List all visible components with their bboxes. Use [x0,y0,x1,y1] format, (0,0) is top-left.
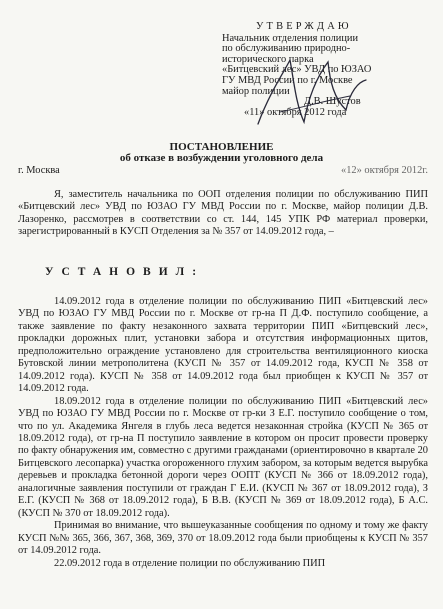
document-place: г. Москва [18,165,60,176]
approval-line: по обслуживанию природно- [222,43,351,55]
intro-paragraph: Я, заместитель начальника по ООП отделения полиции по обслуживанию ПИП «Битцевский лес» УВД по ЮЗАО ГУ МВД России по г. Москве, майор полиции Д.В. Лазоренко, рассмотрев в соответствии со ст. 144, 145 УПК РФ материал проверки, зарегистрированный в КУСП Отделения за № 357 от 14.09.2012 года, – [18,189,428,238]
findings-paragraph: 14.09.2012 года в отделение полиции по обслуживанию ПИП «Битцевский лес» УВД по ЮЗАО ГУ МВД России по г. Москве от гр-на П Д.Ф. поступило сообщение, а также заявление по факту незаконного захвата территории ПИП «Битцевский лес», прокладки дорожных плит, установки забора и отсутствия информационных щитов, предположительно ограждение установлено для строительства вентиляционного киоска Бутовской линии метрополитена (КУСП № 357 от 14.09.2012 года, КУСП № 358 от 14.09.2012 года). КУСП № 358 от 14.09.2012 года был приобщен к КУСП № 357 от 14.09.2012 года. [18,296,428,395]
place-date-line [18,165,428,177]
document-subtitle: об отказе в возбуждении уголовного дела [119,152,324,164]
document-title: ПОСТАНОВЛЕНИЕ [169,141,274,153]
approval-date: «11» октября 2012 года [244,106,347,118]
findings-paragraph: Принимая во внимание, что вышеуказанные сообщения по одному и тому же факту КУСП №№ 365, 366, 367, 368, 369, 370 от 18.09.2012 года были приобщены к КУСП № 357 от 14.09.2012 года. [18,520,428,557]
approval-line: исторического парка [222,53,314,65]
findings-paragraph: 18.09.2012 года в отделение полиции по обслуживанию ПИП «Битцевский лес» УВД по ЮЗАО ГУ МВД России по г. Москве от гр-ки З Е.Г. поступило сообщение о том, что по ул. Академика Янгеля в глубь леса ведется незаконная стройка (КУСП № 365 от 18.09.2012 года), от гр-на П поступило заявление в котором он просит провести проверку по факту обнаружения им, совместно с другими гражданами (ориентировочно в квартале 20 Битцевского лесопарка) участка огороженного глухим забором, за которым ведется вырубка деревьев и прокладка бетонной дороги через ООПТ (КУСП № 366 от 18.09.2012 года), аналогичные заявления поступили от граждан Г Е.И. (КУСП № 367 от 18.09.2012 года), З Е.Г. (КУСП № 368 от 18.09.2012 года), Б В.В. (КУСП № 369 от 18.09.2012 года), Б А.С. (КУСП № 370 от 18.09.2012 года). [18,395,428,519]
findings-paragraph: 22.09.2012 года в отделение полиции по обслуживанию ПИП [54,557,326,569]
document-date: «12» октября 2012г. [341,165,428,176]
approval-line: Начальник отделения полиции [222,32,359,44]
intro-section [18,189,428,239]
approval-line: ГУ МВД России по г. Москве [222,74,353,86]
approval-line: майор полиции [222,85,290,97]
approval-signatory: Д.В. Шустов [304,96,361,108]
approval-line: «Битцевский лес» УВД по ЮЗАО [222,64,372,76]
findings-section [18,296,428,570]
approval-heading: УТВЕРЖДАЮ [256,21,352,32]
ustanovil-heading: УСТАНОВИЛ: [45,266,205,278]
approval-block [222,22,440,118]
